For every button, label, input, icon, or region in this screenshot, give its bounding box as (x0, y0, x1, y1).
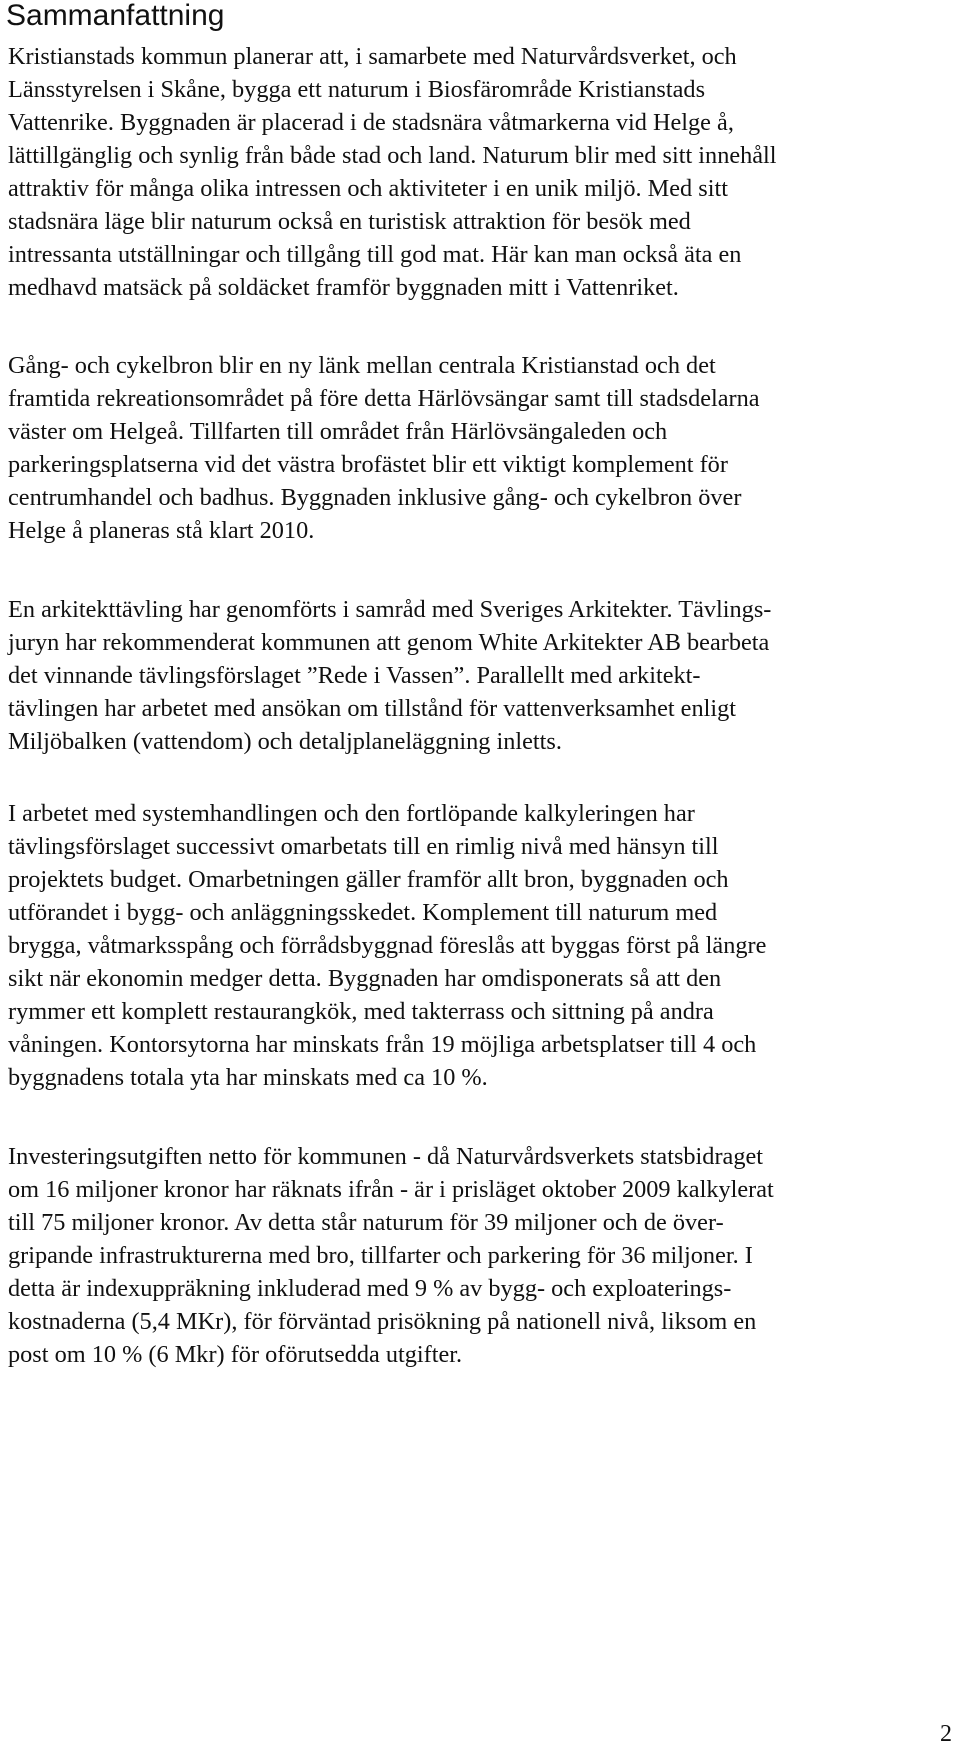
text-line: En arkitekttävling har genomförts i samråd med Sveriges Arkitekter. Tävlings- (8, 596, 772, 623)
text-line: Investeringsutgiften netto för kommunen - då Naturvårdsverkets statsbidraget (8, 1143, 764, 1170)
text-line: projektets budget. Omarbetningen gäller framför allt bron, byggnaden och (8, 866, 729, 893)
text-line: juryn har rekommenderat kommunen att genom White Arkitekter AB bearbeta (8, 629, 770, 656)
text-line: parkeringsplatserna vid det västra brofästet blir ett viktigt komplement för (8, 451, 728, 478)
text-line: tävlingen har arbetet med ansökan om tillstånd för vattenverksamhet enligt (8, 695, 737, 722)
text-line: intressanta utställningar och tillgång till god mat. Här kan man också äta en (8, 241, 742, 268)
text-line: stadsnära läge blir naturum också en turistisk attraktion för besök med (8, 208, 691, 235)
text-line: gripande infrastrukturerna med bro, tillfarter och parkering för 36 miljoner. I (8, 1242, 753, 1269)
text-line: attraktiv för många olika intressen och aktiviteter i en unik miljö. Med sitt (8, 175, 728, 202)
text-line: medhavd matsäck på soldäcket framför byggnaden mitt i Vattenriket. (8, 274, 679, 301)
text-line: kostnaderna (5,4 MKr), för förväntad prisökning på nationell nivå, liksom en (8, 1308, 757, 1335)
text-line: till 75 miljoner kronor. Av detta står naturum för 39 miljoner och de över- (8, 1209, 724, 1236)
text-line: framtida rekreationsområdet på före detta Härlövsängar samt till stadsdelarna (8, 385, 760, 412)
page-title: Sammanfattning (6, 0, 225, 32)
text-line: detta är indexuppräkning inkluderad med 9 % av bygg- och exploaterings- (8, 1275, 732, 1302)
text-line: rymmer ett komplett restaurangkök, med takterrass och sittning på andra (8, 998, 714, 1025)
text-line: Länsstyrelsen i Skåne, bygga ett naturum i Biosfärområde Kristianstads (8, 76, 706, 103)
text-line: det vinnande tävlingsförslaget ”Rede i Vassen”. Parallellt med arkitekt- (8, 662, 701, 689)
page-number: 2 (940, 1721, 952, 1747)
text-line: våningen. Kontorsytorna har minskats från 19 möjliga arbetsplatser till 4 och (8, 1031, 757, 1058)
text-line: post om 10 % (6 Mkr) för oförutsedda utgifter. (8, 1341, 463, 1368)
text-line: I arbetet med systemhandlingen och den fortlöpande kalkyleringen har (8, 800, 695, 827)
text-line: sikt när ekonomin medger detta. Byggnaden har omdisponerats så att den (8, 965, 722, 992)
text-line: Helge å planeras stå klart 2010. (8, 517, 315, 544)
paragraph-summary-intro (8, 40, 956, 304)
text-line: tävlingsförslaget successivt omarbetats till en rimlig nivå med hänsyn till (8, 833, 719, 860)
text-line: Gång- och cykelbron blir en ny länk mellan centrala Kristianstad och det (8, 352, 716, 379)
text-line: lättillgänglig och synlig från både stad och land. Naturum blir med sitt innehåll (8, 142, 777, 169)
text-line: byggnadens totala yta har minskats med ca 10 %. (8, 1064, 488, 1091)
text-line: Vattenrike. Byggnaden är placerad i de stadsnära våtmarkerna vid Helge å, (8, 109, 734, 136)
text-line: brygga, våtmarksspång och förrådsbyggnad föreslås att byggas först på längre (8, 932, 767, 959)
text-line: om 16 miljoner kronor har räknats ifrån - är i prisläget oktober 2009 kalkylerat (8, 1176, 774, 1203)
text-line: centrumhandel och badhus. Byggnaden inklusive gång- och cykelbron över (8, 484, 742, 511)
paragraph-competition (8, 593, 956, 758)
text-line: väster om Helgeå. Tillfarten till området från Härlövsängaleden och (8, 418, 668, 445)
text-line: utförandet i bygg- och anläggningsskedet. Komplement till naturum med (8, 899, 718, 926)
paragraph-investment (8, 1140, 956, 1371)
paragraph-system-design (8, 797, 956, 1094)
text-line: Kristianstads kommun planerar att, i samarbete med Naturvårdsverket, och (8, 43, 737, 70)
text-line: Miljöbalken (vattendom) och detaljplaneläggning inletts. (8, 728, 562, 755)
paragraph-bridge (8, 349, 956, 547)
